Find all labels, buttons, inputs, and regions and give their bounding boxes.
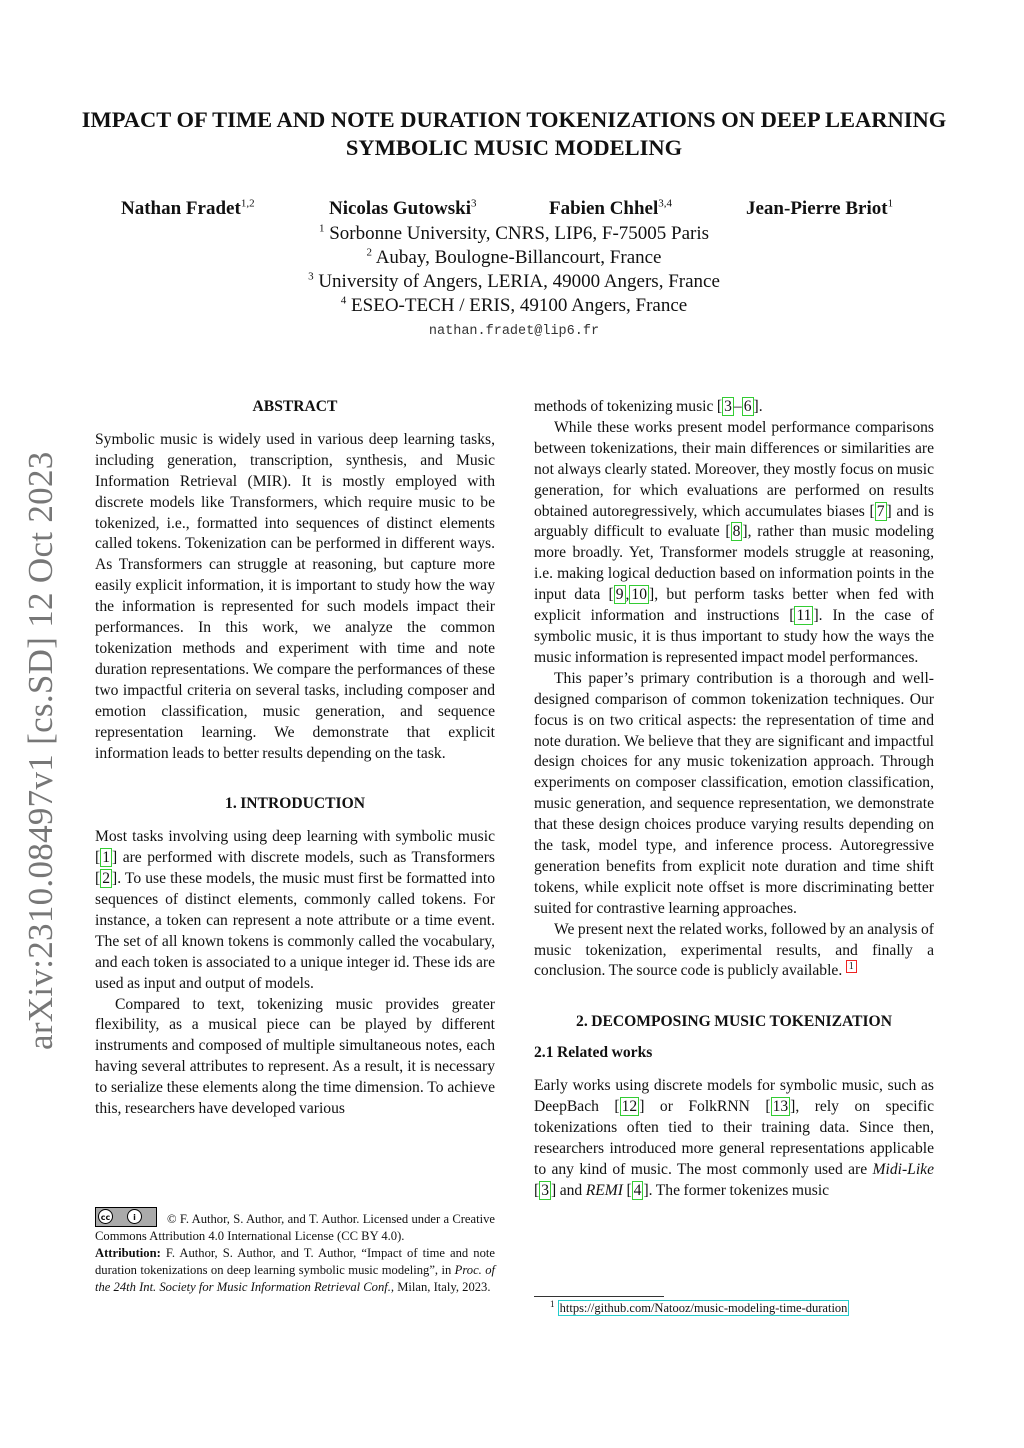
subsection-heading: 2.1 Related works (534, 1044, 653, 1062)
citation-link[interactable]: 10 (631, 586, 647, 604)
author-list (0, 198, 1024, 220)
affiliations (0, 222, 1024, 318)
author: Nathan Fradet$^{1,2}$ (121, 197, 255, 219)
paragraph: methods of tokenizing music [ 3 – 6 ]. (534, 398, 763, 415)
arxiv-identifier: arXiv:2310.08497v1 [cs.SD] 12 Oct 2023 (21, 451, 60, 1050)
author: Jean-Pierre Briot$^1$ (746, 197, 894, 219)
footnote: $^1$ https://github.com/Natooz/music-modeling-time-duration (550, 1298, 848, 1315)
citation-link[interactable]: 9 (615, 586, 624, 604)
paragraph: While these works present model performance comparisons between tokenizations, their main differences or similarities are not always clearly stated. Moreover, they mostly focus on music generation, for which evaluations are performed on results obtained autoregressively, which accumulates biases [ 7 ] and is arguably difficult to evaluate [ 8 ], rather than music modeling more broadly. Yet, Transformer models struggle at reasoning, i.e. making logical deduction based on information points in the input data [ 9 , 10 ], but perform tasks better when fed with explicit information and instructions [ 11 ]. In the case of symbolic music, it is thus important to study how the ways the music information is represented impact model performances. (534, 418, 934, 666)
author: Fabien Chhel$^{3,4}$ (549, 197, 673, 219)
emphasis: Midi-Like (872, 1160, 934, 1178)
footnote-link[interactable]: 1 (846, 960, 857, 973)
affiliation: $^3$ University of Angers, LERIA, 49000 Angers, France (308, 270, 720, 292)
paragraph: Symbolic music is widely used in various deep learning tasks, including generation, transcription, synthesis, and Music Information Retrieval (MIR). It is mostly employed with discrete models like Transformers, which require music to be tokenized, i.e., formatted into sequences of distinct elements called tokens. Tokenization can be performed in different ways. As Transformers can struggle at reasoning, but capture more easily explicit information, it is important to study how the way the information is represented for such models impact their performances. In this work, we analyze the common tokenization methods and experiment with time and note duration representations. We compare the performances of these two impactful criteria on several tasks, including composer and emotion classification, music generation, and sequence representation learning. We demonstrate that explicit information leads to better results depending on the task. (95, 430, 495, 762)
license-footnote: cc i © F. Author, S. Author, and T. Author. Licensed under a Creative Commons Attribution 4.0 International License (CC BY 4.0). Attribution: F. Author, S. Author, and T. Author, “Impact of time and note duration tokenizations on deep learning symbolic music modeling”, in Proc. of the 24th Int. Society for Music Information Retrieval Conf., Milan, Italy, 2023. (95, 1207, 495, 1296)
paragraph: Early works using discrete models for symbolic music, such as DeepBach [ 12 ] or FolkRNN [ 13 ], rely on specific tokenizations often tied to their training data. Since then, researchers introduced more general representations applicable to any kind of music. The most commonly used are Midi-Like [ 3 ] and REMI [ 4 ]. The former tokenizes music (534, 1077, 934, 1199)
citation-link[interactable]: 13 (772, 1098, 789, 1116)
citation-link[interactable]: 1 (102, 849, 110, 867)
author-email: nathan.fradet@lip6.fr (428, 324, 600, 339)
affiliation: $^2$ Aubay, Boulogne-Billancourt, France (366, 246, 662, 268)
citation-link[interactable]: 2 (102, 870, 110, 888)
paragraph: Compared to text, tokenizing music provides greater flexibility, as a musical piece can be played by different instruments and composed of multiple simultaneous notes, each having several attributes to represent. As a result, it is necessary to serialize these elements along the time dimension. To achieve this, researchers have developed various (95, 995, 495, 1118)
paragraph: This paper’s primary contribution is a thorough and well-designed comparison of common tokenization techniques. Our focus is on two critical aspects: the representation of time and note duration. We believe that they are significant and impactful design choices for any music tokenization approach. Through experiments on composer classification, emotion classification, music generation, and sequence representation, we demonstrate that these design choices produce varying results depending on the task, model type, and inference process. Autoregressive generation benefits from explicit note duration and time shift tokens, while explicit note offset is more discriminating better suited for contrastive learning approaches. (534, 669, 934, 917)
citation-link[interactable]: 6 (743, 398, 752, 415)
paragraph: Most tasks involving using deep learning with symbolic music [ 1 ] are performed with discrete models, such as Transformers [ 2 ]. To use these models, the music must first be formatted into sequences of distinct elements, commonly called tokens. For instance, a token can represent a note attribute or a time event. The set of all known tokens is commonly called the vocabulary, and each token is associated to a unique integer id. These ids are used as input and output of models. (95, 828, 495, 992)
abstract-heading: ABSTRACT (252, 398, 338, 415)
citation-link[interactable]: 11 (796, 607, 812, 625)
section-heading: 1. INTRODUCTION (225, 795, 365, 813)
repository-link[interactable]: https://github.com/Natooz/music-modeling-time-duration (559, 1301, 848, 1315)
paper-title: IMPACT OF TIME AND NOTE DURATION TOKENIZATIONS ON DEEP LEARNING SYMBOLIC MUSIC MODELING (81, 107, 947, 160)
citation-link[interactable]: 8 (732, 523, 741, 541)
citation-link[interactable]: 3 (724, 398, 732, 415)
section-heading: 2. DECOMPOSING MUSIC TOKENIZATION (576, 1013, 892, 1031)
right-column (534, 397, 934, 1202)
citation-link[interactable]: 7 (876, 502, 885, 520)
affiliation: $^1$ Sorbonne University, CNRS, LIP6, F-75005 Paris (318, 222, 710, 244)
author: Nicolas Gutowski$^3$ (329, 197, 477, 219)
left-column (95, 397, 495, 1120)
citation-link[interactable]: 3 (541, 1181, 549, 1199)
footnote-divider (534, 1296, 664, 1297)
citation-link[interactable]: 4 (633, 1181, 642, 1199)
affiliation: $^4$ ESEO-TECH / ERIS, 49100 Angers, France (340, 294, 688, 316)
emphasis: REMI (585, 1181, 623, 1199)
cc-by-icon: cc i (95, 1207, 157, 1227)
paragraph: We present next the related works, followed by an analysis of music tokenization, experimental results, and finally a conclusion. The source code is publicly available. $^1$ (534, 920, 934, 980)
citation-link[interactable]: 12 (621, 1098, 638, 1116)
